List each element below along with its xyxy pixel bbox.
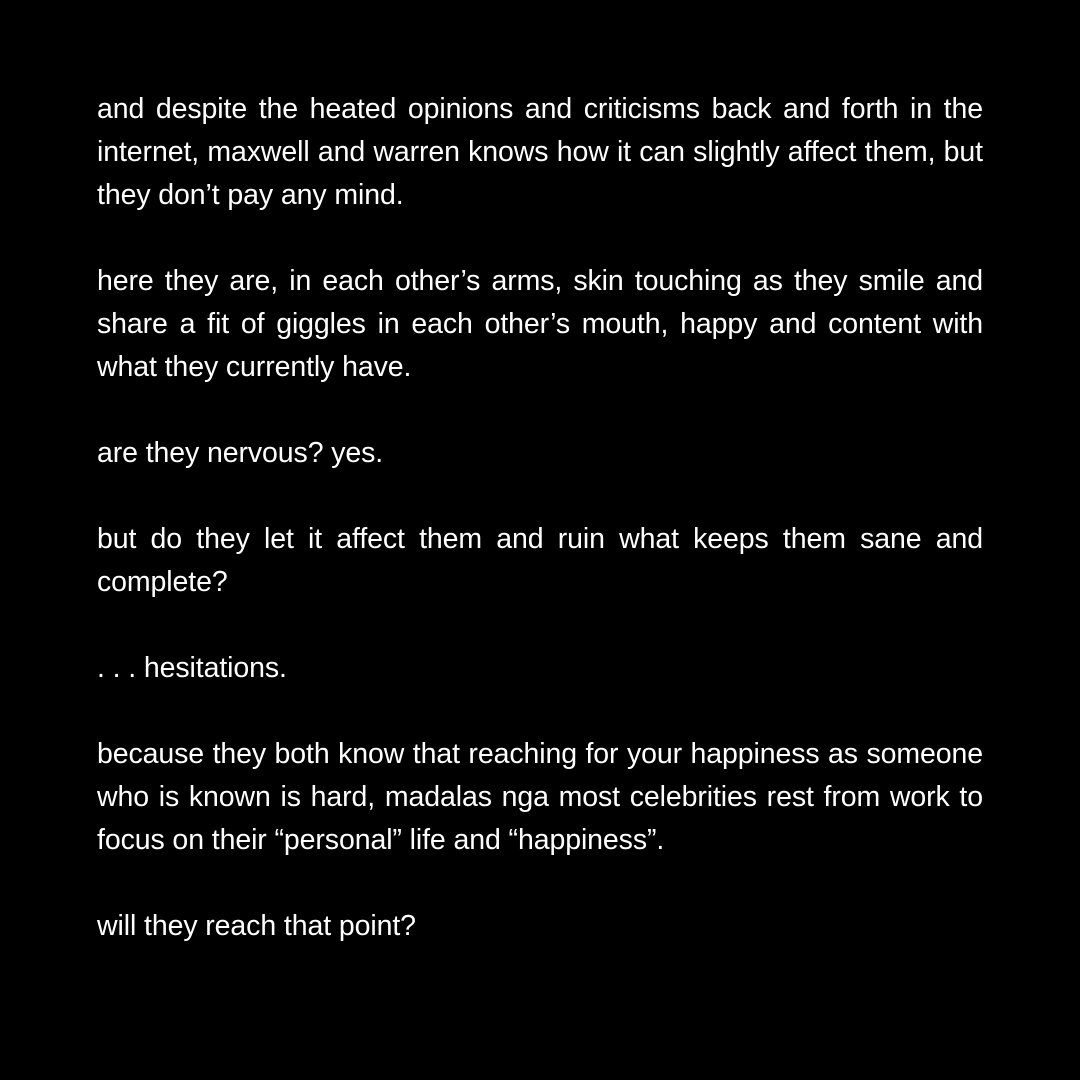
paragraph-3: are they nervous? yes.: [97, 437, 384, 469]
story-text: [97, 88, 983, 948]
paragraph-6: because they both know that reaching for your happiness as someone who is known is hard, madalas nga most celebrities rest from work to focus on their “personal” life and “happiness”.: [97, 738, 983, 856]
paragraph-2: here they are, in each other’s arms, skin touching as they smile and share a fit of giggles in each other’s mouth, happy and content with what they currently have.: [97, 265, 983, 383]
paragraph-5: . . . hesitations.: [97, 652, 287, 684]
paragraph-1: and despite the heated opinions and criticisms back and forth in the internet, maxwell and warren knows how it can slightly affect them, but they don’t pay any mind.: [97, 93, 983, 211]
paragraph-7: will they reach that point?: [97, 910, 416, 942]
paragraph-4: but do they let it affect them and ruin what keeps them sane and complete?: [97, 523, 983, 598]
